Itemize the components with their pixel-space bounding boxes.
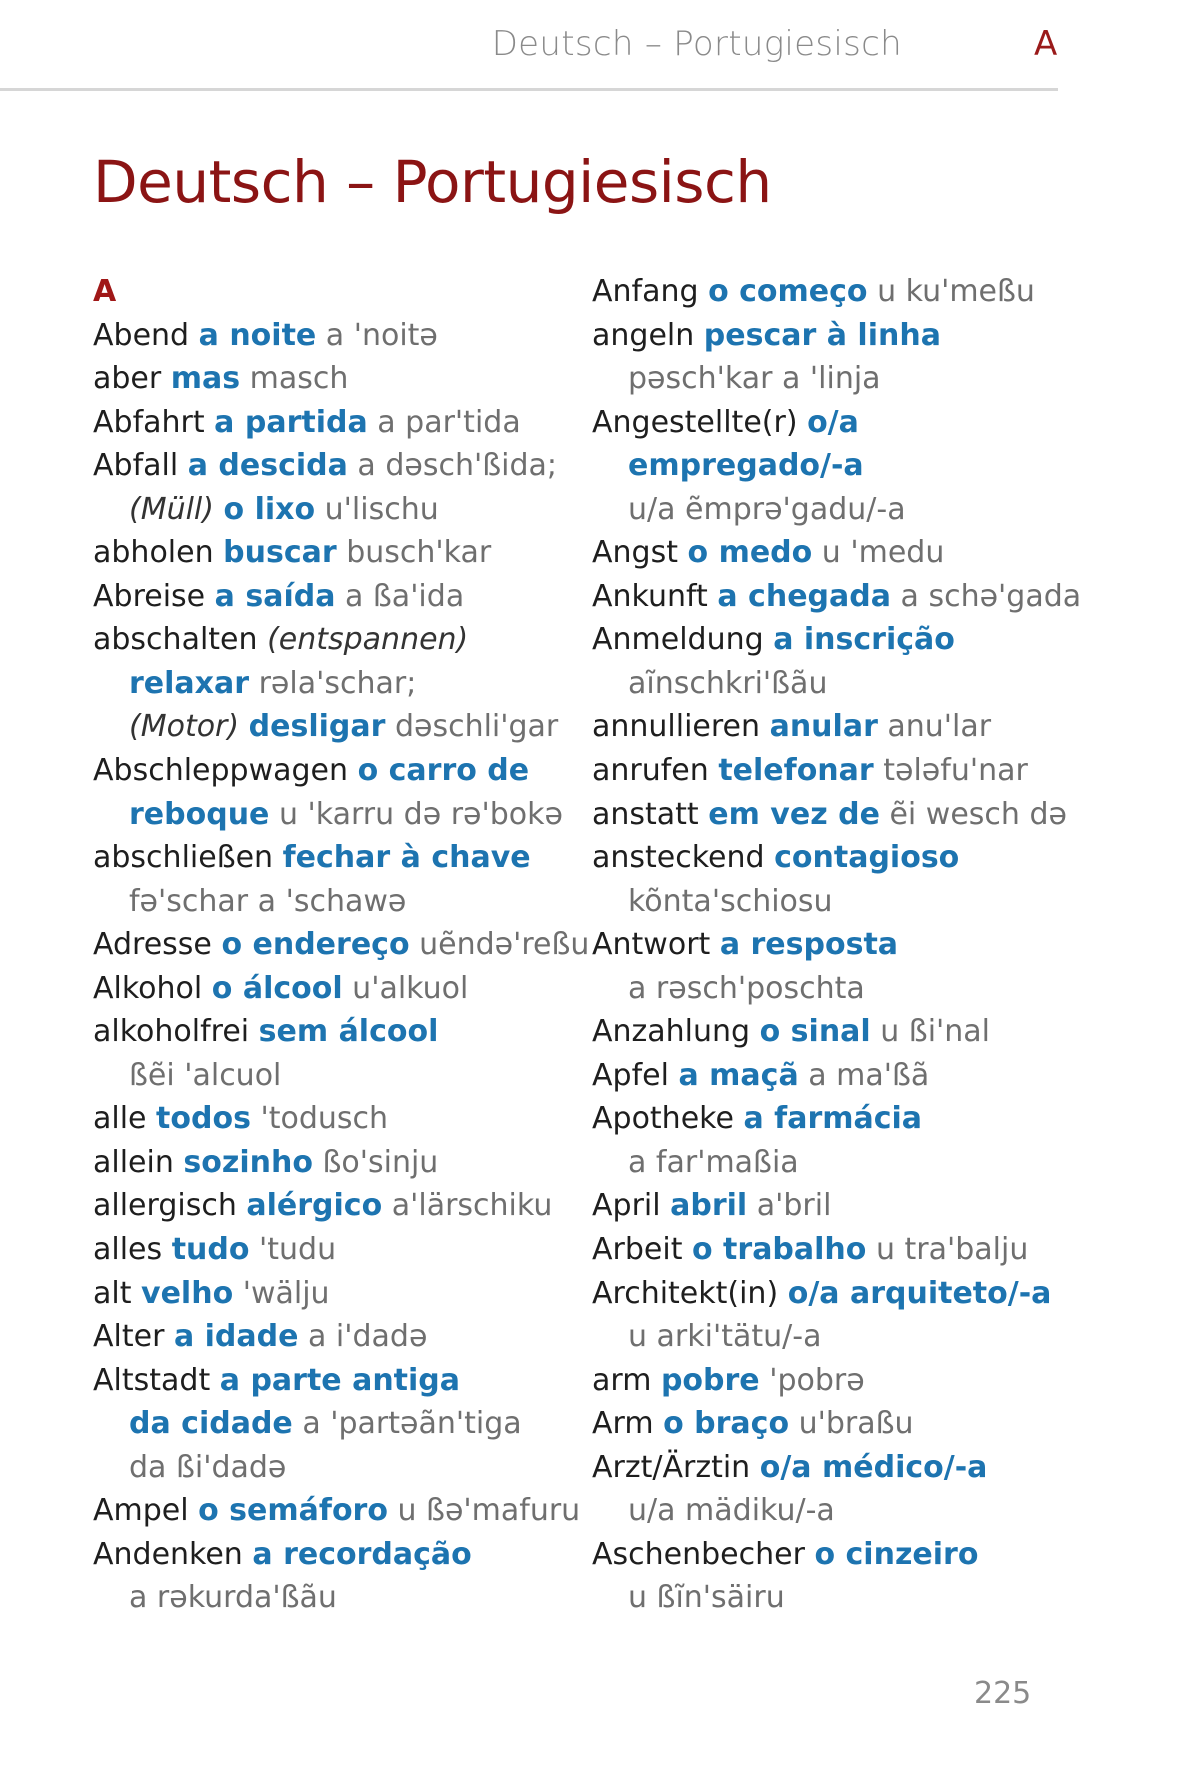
portuguese-term: a saída xyxy=(214,578,336,614)
german-term: abholen xyxy=(93,535,224,571)
dictionary-line xyxy=(93,880,563,924)
portuguese-term: a noite xyxy=(198,317,317,353)
pronunciation: a'lärschiku xyxy=(382,1188,553,1224)
german-term: Andenken xyxy=(93,1536,253,1572)
pronunciation: a dəsch'ßida; xyxy=(347,448,557,484)
pronunciation: u ku'meßu xyxy=(867,274,1035,309)
running-head-title: Deutsch – Portugiesisch xyxy=(491,24,902,64)
dictionary-line xyxy=(592,401,1072,445)
dictionary-line xyxy=(592,1446,1072,1490)
header-divider xyxy=(0,88,1058,91)
portuguese-term: a chegada xyxy=(717,578,891,614)
portuguese-term: tudo xyxy=(171,1232,250,1268)
dictionary-line xyxy=(93,1489,581,1533)
pronunciation: u'alkuol xyxy=(342,970,469,1006)
portuguese-term: o trabalho xyxy=(692,1232,867,1268)
pronunciation: busch'kar xyxy=(336,535,492,571)
dictionary-line xyxy=(592,1228,1072,1272)
page-number: 225 xyxy=(974,1676,1032,1711)
portuguese-term: o carro de xyxy=(357,753,530,789)
context-note: (Müll) xyxy=(129,491,224,527)
pronunciation: dəschli'gar xyxy=(385,709,559,745)
pronunciation: a rəkurda'ßãu xyxy=(129,1580,337,1616)
dictionary-line xyxy=(592,1184,1072,1228)
dictionary-line xyxy=(592,836,1072,880)
german-term: aber xyxy=(93,361,171,397)
right-column xyxy=(592,270,1082,1620)
pronunciation: a par'tida xyxy=(367,404,521,440)
pronunciation: aĩnschkri'ßãu xyxy=(628,665,828,701)
german-term: April xyxy=(592,1188,671,1224)
pronunciation: u/a mädiku/-a xyxy=(628,1493,835,1529)
german-term: anstatt xyxy=(592,796,709,832)
dictionary-line xyxy=(592,1359,1072,1403)
german-term: Alter xyxy=(93,1319,174,1355)
german-term: Abschleppwagen xyxy=(93,753,358,789)
dictionary-line xyxy=(592,444,1072,488)
portuguese-term: a inscrição xyxy=(773,622,955,658)
german-term: Arbeit xyxy=(592,1232,692,1268)
dictionary-line xyxy=(93,1184,563,1228)
german-term: arm xyxy=(592,1362,661,1398)
portuguese-term: da cidade xyxy=(129,1406,293,1442)
pronunciation: u 'karru də rə'bokə xyxy=(269,796,563,832)
german-term: Angestellte(r) xyxy=(592,404,808,440)
portuguese-term: o braço xyxy=(663,1406,790,1442)
dictionary-line xyxy=(93,531,563,575)
portuguese-term: relaxar xyxy=(129,665,250,701)
pronunciation: masch xyxy=(240,361,349,397)
portuguese-term: o começo xyxy=(708,274,868,309)
german-term: Architekt(in) xyxy=(592,1275,788,1311)
context-note: (Motor) xyxy=(129,709,249,745)
dictionary-line xyxy=(93,662,563,706)
pronunciation: da ßi'dadə xyxy=(129,1449,287,1485)
pronunciation: pəsch'kar a 'linja xyxy=(628,361,881,397)
dictionary-line xyxy=(93,1315,563,1359)
german-term: Abfahrt xyxy=(93,404,215,440)
dictionary-line xyxy=(592,662,1072,706)
german-term: Apotheke xyxy=(592,1101,744,1137)
dictionary-line xyxy=(592,1097,1072,1141)
portuguese-term: o cinzeiro xyxy=(814,1536,979,1572)
dictionary-line xyxy=(592,1402,1072,1446)
portuguese-term: a parte antiga xyxy=(219,1362,461,1398)
page-title: Deutsch – Portugiesisch xyxy=(93,148,772,216)
pronunciation: 'todusch xyxy=(250,1101,389,1137)
german-term: alles xyxy=(93,1232,172,1268)
portuguese-term: o/a médico/-a xyxy=(759,1449,988,1485)
german-term: alt xyxy=(93,1275,142,1311)
portuguese-term: mas xyxy=(170,361,241,397)
german-term: Abend xyxy=(93,317,199,353)
dictionary-line xyxy=(592,357,1072,401)
portuguese-term: em vez de xyxy=(708,796,880,832)
dictionary-line xyxy=(592,1010,1072,1054)
pronunciation: u/a ẽmprə'gadu/-a xyxy=(628,491,906,527)
portuguese-term: todos xyxy=(156,1101,251,1137)
dictionary-line xyxy=(93,793,563,837)
dictionary-line xyxy=(592,923,1072,967)
dictionary-line xyxy=(592,314,1072,358)
pronunciation: 'pobrə xyxy=(759,1362,865,1398)
pronunciation: 'tudu xyxy=(249,1232,337,1268)
german-term: Alkohol xyxy=(93,970,212,1006)
portuguese-term: anular xyxy=(769,709,878,745)
portuguese-term: o álcool xyxy=(211,970,343,1006)
pronunciation: u arki'tätu/-a xyxy=(628,1319,822,1355)
portuguese-term: telefonar xyxy=(718,753,874,789)
german-term: alle xyxy=(93,1101,157,1137)
portuguese-term: abril xyxy=(670,1188,748,1224)
left-column xyxy=(93,270,590,1620)
portuguese-term: velho xyxy=(141,1275,234,1311)
dictionary-line xyxy=(592,1272,1072,1316)
dictionary-line xyxy=(592,270,1072,314)
pronunciation: tələfu'nar xyxy=(873,753,1028,789)
portuguese-term: a resposta xyxy=(719,927,899,963)
dictionary-line xyxy=(93,1010,563,1054)
section-letter: A xyxy=(93,274,117,309)
german-term: abschließen xyxy=(93,840,283,876)
portuguese-term: contagioso xyxy=(774,840,960,876)
dictionary-line xyxy=(592,793,1072,837)
german-term: Anmeldung xyxy=(592,622,774,658)
dictionary-line xyxy=(93,1576,563,1620)
pronunciation: u ßĩn'säiru xyxy=(628,1580,785,1616)
pronunciation: ßo'sinju xyxy=(312,1144,439,1180)
german-term: annullieren xyxy=(592,709,770,745)
german-term: anrufen xyxy=(592,753,719,789)
german-term: Aschenbecher xyxy=(592,1536,815,1572)
dictionary-line xyxy=(93,1359,563,1403)
dictionary-line xyxy=(592,967,1072,1011)
german-term: ansteckend xyxy=(592,840,775,876)
dictionary-line xyxy=(592,705,1072,749)
dictionary-line xyxy=(592,575,1082,619)
pronunciation: rəla'schar; xyxy=(249,665,417,701)
dictionary-line xyxy=(93,1533,563,1577)
dictionary-line xyxy=(93,1272,563,1316)
german-term: alkoholfrei xyxy=(93,1014,259,1050)
dictionary-line xyxy=(93,1054,563,1098)
portuguese-term: o medo xyxy=(687,535,813,571)
portuguese-term: empregado/-a xyxy=(628,448,864,484)
portuguese-term: reboque xyxy=(129,796,270,832)
pronunciation: u 'medu xyxy=(812,535,945,571)
dictionary-line xyxy=(592,749,1072,793)
dictionary-line xyxy=(93,401,563,445)
german-term: Adresse xyxy=(93,927,222,963)
dictionary-line xyxy=(592,1576,1072,1620)
portuguese-term: o sinal xyxy=(759,1014,871,1050)
german-term: Apfel xyxy=(592,1057,679,1093)
pronunciation: a'bril xyxy=(747,1188,832,1224)
pronunciation: ßẽi 'alcuol xyxy=(129,1057,282,1093)
portuguese-term: o endereço xyxy=(221,927,410,963)
portuguese-term: a maçã xyxy=(678,1057,799,1093)
dictionary-line xyxy=(93,705,563,749)
dictionary-line xyxy=(93,1402,563,1446)
dictionary-line xyxy=(93,314,563,358)
dictionary-line xyxy=(592,880,1072,924)
portuguese-term: a partida xyxy=(214,404,368,440)
portuguese-term: o/a arquiteto/-a xyxy=(787,1275,1052,1311)
portuguese-term: sozinho xyxy=(183,1144,313,1180)
dictionary-line xyxy=(93,1446,563,1490)
context-note: (entspannen) xyxy=(267,622,469,658)
dictionary-line xyxy=(93,357,563,401)
dictionary-line xyxy=(93,749,563,793)
portuguese-term: buscar xyxy=(223,535,337,571)
pronunciation: a far'maßia xyxy=(628,1144,799,1180)
german-term: angeln xyxy=(592,317,704,353)
dictionary-line xyxy=(93,1141,563,1185)
german-term: Angst xyxy=(592,535,688,571)
dictionary-line xyxy=(592,1315,1072,1359)
dictionary-line xyxy=(592,1054,1072,1098)
pronunciation: anu'lar xyxy=(877,709,992,745)
german-term: allergisch xyxy=(93,1188,247,1224)
portuguese-term: pescar à linha xyxy=(703,317,941,353)
dictionary-line xyxy=(93,444,563,488)
dictionary-line xyxy=(93,488,563,532)
german-term: Ampel xyxy=(93,1493,199,1529)
dictionary-line xyxy=(592,1533,1072,1577)
portuguese-term: a idade xyxy=(173,1319,299,1355)
pronunciation: a 'noitə xyxy=(316,317,438,353)
portuguese-term: sem álcool xyxy=(258,1014,439,1050)
pronunciation: u ßi'nal xyxy=(870,1014,991,1050)
german-term: Anzahlung xyxy=(592,1014,760,1050)
portuguese-term: fechar à chave xyxy=(282,840,531,876)
portuguese-term: pobre xyxy=(660,1362,760,1398)
pronunciation: u'braßu xyxy=(789,1406,914,1442)
dictionary-line xyxy=(93,836,563,880)
dictionary-line xyxy=(93,967,563,1011)
german-term: Abreise xyxy=(93,578,215,614)
dictionary-line xyxy=(592,1489,1072,1533)
pronunciation: kõnta'schiosu xyxy=(628,883,833,919)
pronunciation: fə'schar a 'schawə xyxy=(129,883,407,919)
portuguese-term: a descida xyxy=(187,448,348,484)
german-term: allein xyxy=(93,1144,184,1180)
dictionary-line xyxy=(93,270,563,314)
portuguese-term: o semáforo xyxy=(198,1493,388,1529)
pronunciation: a schə'gada xyxy=(890,578,1082,614)
dictionary-line xyxy=(93,923,590,967)
german-term: Antwort xyxy=(592,927,720,963)
portuguese-term: o/a xyxy=(807,404,859,440)
dictionary-line xyxy=(592,1141,1072,1185)
pronunciation: 'wälju xyxy=(233,1275,330,1311)
pronunciation: ẽi wesch də xyxy=(879,796,1067,832)
pronunciation: a 'partəãn'tiga xyxy=(292,1406,522,1442)
german-term: Arzt/Ärztin xyxy=(592,1449,760,1485)
portuguese-term: a farmácia xyxy=(743,1101,923,1137)
pronunciation: a ßa'ida xyxy=(335,578,465,614)
pronunciation: a i'dadə xyxy=(298,1319,428,1355)
german-term: Anfang xyxy=(592,274,709,309)
german-term: Altstadt xyxy=(93,1362,220,1398)
pronunciation: u tra'balju xyxy=(866,1232,1029,1268)
running-head-letter: A xyxy=(1034,24,1058,64)
dictionary-line xyxy=(93,575,563,619)
dictionary-line xyxy=(93,618,563,662)
portuguese-term: a recordação xyxy=(252,1536,472,1572)
dictionary-line xyxy=(93,1228,563,1272)
portuguese-term: o lixo xyxy=(223,491,316,527)
dictionary-line xyxy=(592,488,1072,532)
pronunciation: u'lischu xyxy=(315,491,439,527)
german-term: Ankunft xyxy=(592,578,718,614)
german-term: Arm xyxy=(592,1406,664,1442)
pronunciation: uẽndə'reßu xyxy=(409,927,590,963)
portuguese-term: desligar xyxy=(248,709,386,745)
dictionary-line xyxy=(592,618,1072,662)
pronunciation: a rəsch'poschta xyxy=(628,970,865,1006)
german-term: abschalten xyxy=(93,622,268,658)
dictionary-line xyxy=(592,531,1072,575)
pronunciation: u ßə'mafuru xyxy=(387,1493,581,1529)
dictionary-line xyxy=(93,1097,563,1141)
pronunciation: a ma'ßã xyxy=(798,1057,930,1093)
portuguese-term: alérgico xyxy=(246,1188,383,1224)
german-term: Abfall xyxy=(93,448,188,484)
